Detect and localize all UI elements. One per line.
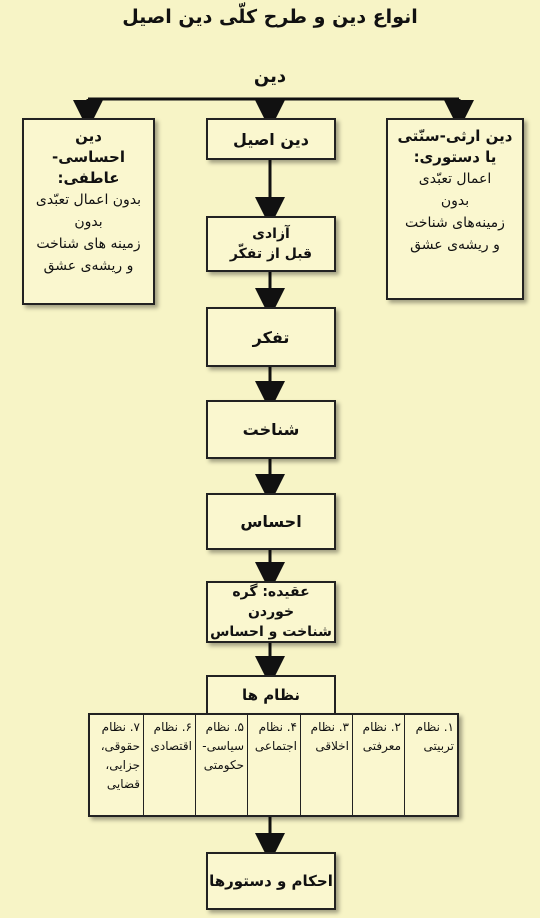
feeling-box [206,493,336,550]
system-4-line-2: اجتماعی [254,739,297,753]
rulings-box [206,852,336,910]
system-5-cell [195,715,247,815]
system-7-cell [90,715,143,815]
traditional-religion-line-1: اعمال تعبّدی [418,171,492,187]
systems-header-box [206,675,336,715]
system-1-cell [404,715,457,815]
freedom-box [206,216,336,272]
system-7-line-2: حقوقی، [100,739,140,753]
traditional-religion-line-3: زمینه‌های شناخت [405,215,505,231]
system-2-line-1: ۲. نظام [362,720,401,734]
system-7-line-3: جزایی، [105,758,140,772]
systems-table [88,713,459,817]
system-6-cell [143,715,195,815]
emotional-religion-line-4: و ریشه‌ی عشق [43,258,134,274]
system-4-cell [247,715,300,815]
emotional-religion-title-2: احساسی-عاطفی: [51,148,125,187]
system-2-line-2: معرفتی [362,739,401,753]
emotional-religion-box [22,118,155,305]
system-5-line-2: سیاسی- [202,739,244,753]
emotional-religion-line-3: زمینه های شناخت [36,236,141,252]
knowledge-box [206,400,336,459]
system-6-line-2: اقتصادی [150,739,192,753]
feeling-label: احساس [240,512,302,531]
authentic-religion-label: دین اصیل [233,129,309,149]
authentic-religion-box [206,118,336,160]
system-3-line-2: اخلاقی [315,739,349,753]
thinking-box [206,307,336,367]
knowledge-label: شناخت [242,420,300,439]
freedom-label-2: قبل از تفکّر [229,246,313,262]
root-node-label: دین [253,66,287,87]
freedom-label-1: آزادی [252,226,290,242]
system-4-line-1: ۴. نظام [258,720,297,734]
traditional-religion-line-2: بدون [440,193,470,209]
traditional-religion-title-1: دین ارثی-سنّتی [397,127,513,145]
thinking-label: تفکر [252,327,290,347]
belief-label-1: عقیده: گره خوردن [232,584,310,620]
traditional-religion-title-2: یا دستوری: [413,148,497,166]
system-5-line-1: ۵. نظام [205,720,244,734]
system-7-line-4: قضایی [106,777,140,791]
emotional-religion-line-2: بدون [74,214,103,230]
system-3-line-1: ۳. نظام [310,720,349,734]
belief-box [206,581,336,643]
system-7-line-1: ۷. نظام [101,720,140,734]
system-5-line-3: حکومتی [203,758,244,772]
rulings-label: احکام و دستورها [209,872,333,890]
system-2-cell [352,715,404,815]
system-3-cell [300,715,352,815]
emotional-religion-line-1: بدون اعمال تعبّدی [35,192,142,208]
emotional-religion-title-1: دین [75,127,102,145]
traditional-religion-box [386,118,524,300]
traditional-religion-line-4: و ریشه‌ی عشق [410,237,500,253]
system-1-line-2: تربیتی [423,739,454,753]
system-1-line-1: ۱. نظام [415,720,454,734]
diagram-title: انواع دین و طرح کلّی دین اصیل [122,6,418,28]
systems-header-label: نظام ها [241,686,301,704]
belief-label-2: شناخت و احساس [210,624,332,640]
system-6-line-1: ۶. نظام [153,720,192,734]
